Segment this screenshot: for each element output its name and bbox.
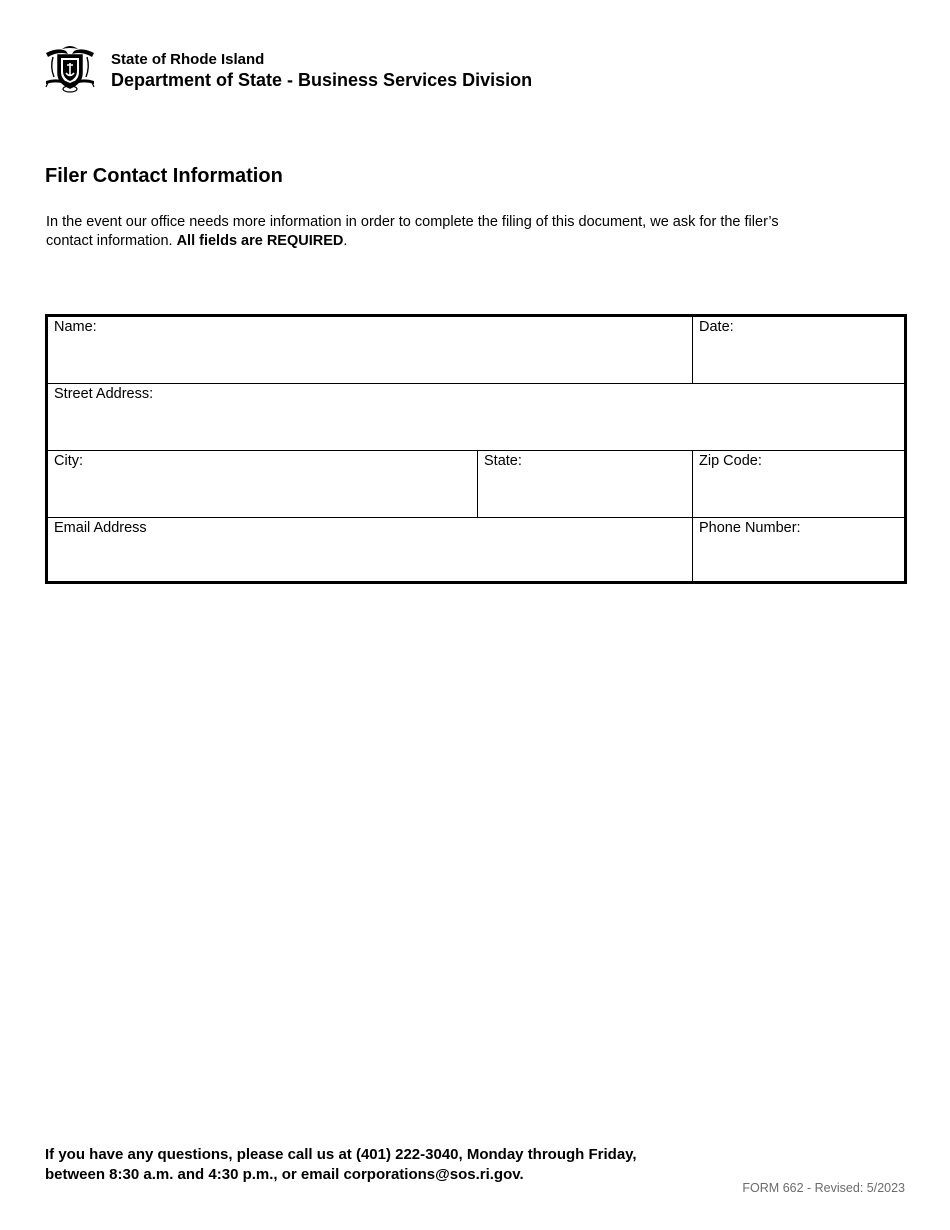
zip-code-field[interactable] <box>693 451 904 518</box>
rhode-island-seal-icon <box>44 43 96 93</box>
phone-number-field[interactable] <box>693 518 904 581</box>
contact-form-table <box>45 314 907 584</box>
questions-line-1: If you have any questions, please call us at (401) 222-3040, Monday through Friday, <box>45 1146 637 1163</box>
zip-code-label: Zip Code: <box>699 453 762 469</box>
email-address-label: Email Address <box>54 520 147 536</box>
street-address-label: Street Address: <box>54 386 154 402</box>
city-label: City: <box>54 453 83 469</box>
page-title: Filer Contact Information <box>45 165 283 187</box>
questions-notice <box>45 1145 637 1184</box>
intro-text: In the event our office needs more information in order to complete the filing of this document, we ask for the filer’s contact information. <box>46 214 779 249</box>
header-state: State of Rhode Island <box>111 51 265 68</box>
city-field[interactable] <box>48 451 478 518</box>
street-address-field[interactable] <box>48 384 904 451</box>
questions-line-2: between 8:30 a.m. and 4:30 p.m., or email corporations@sos.ri.gov. <box>45 1165 524 1183</box>
email-address-field[interactable] <box>48 518 693 581</box>
intro-period: . <box>343 233 348 249</box>
form-number: FORM 662 - Revised: 5/2023 <box>742 1181 905 1195</box>
name-field[interactable] <box>48 317 693 384</box>
required-notice: All fields are REQUIRED <box>176 233 344 249</box>
state-field[interactable] <box>478 451 693 518</box>
date-label: Date: <box>699 319 734 335</box>
header-department: Department of State - Business Services Division <box>111 70 533 90</box>
name-label: Name: <box>54 319 97 335</box>
date-field[interactable] <box>693 317 904 384</box>
state-label: State: <box>484 453 522 469</box>
phone-number-label: Phone Number: <box>699 520 801 536</box>
intro-paragraph <box>46 213 826 251</box>
